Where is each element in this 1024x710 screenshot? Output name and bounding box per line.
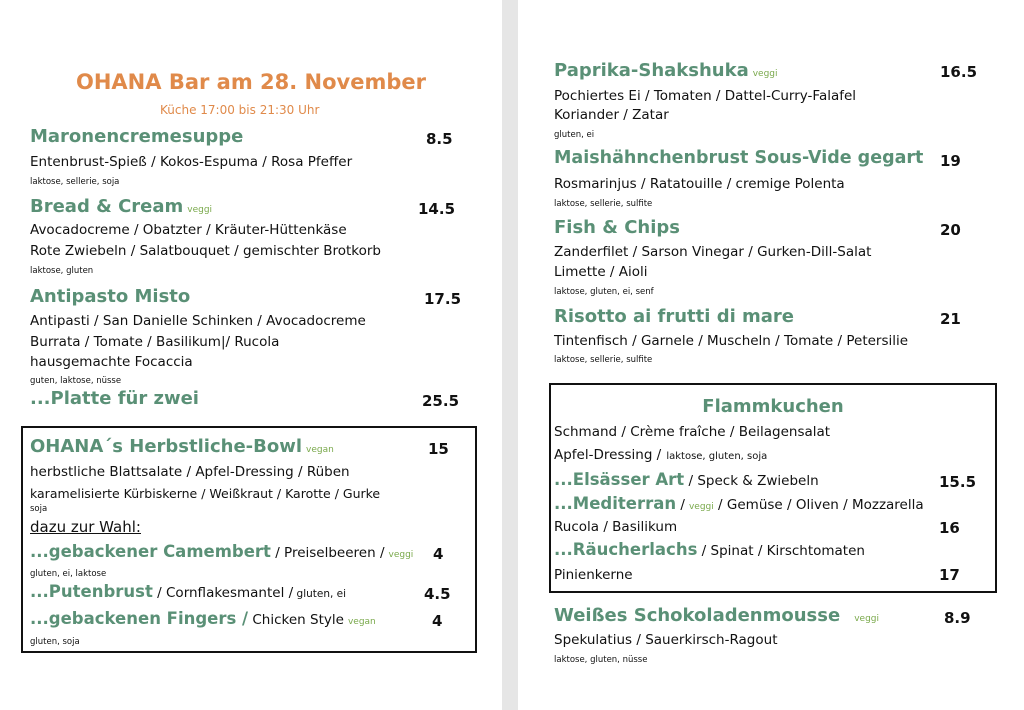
dish-name: Maishähnchenbrust Sous-Vide gegart bbox=[554, 148, 924, 168]
bowl-option bbox=[30, 609, 376, 628]
dish-name: Bread & Cream bbox=[30, 196, 184, 217]
dish-price: 21 bbox=[940, 310, 961, 328]
option-description: / Speck & Zwiebeln bbox=[684, 473, 819, 489]
option-price: 17 bbox=[939, 566, 960, 584]
dish-description: Zanderfilet / Sarson Vinegar / Gurken-Dill-Salat bbox=[554, 244, 872, 260]
dish-name: ...Platte für zwei bbox=[30, 388, 199, 409]
section-description: Schmand / Crème fraîche / Beilagensalat bbox=[554, 424, 831, 440]
diet-tag: vegan bbox=[347, 617, 376, 627]
dish-name: Risotto ai frutti di mare bbox=[554, 306, 795, 327]
flammkuchen-option: ...Mediterran / veggi / Gemüse / Oliven / Mozzarella bbox=[554, 494, 924, 513]
option-description: Pinienkerne bbox=[554, 567, 633, 583]
dish-price: 14.5 bbox=[418, 200, 456, 218]
dish-allergens: laktose, gluten, nüsse bbox=[554, 655, 648, 665]
dish-name: Fish & Chips bbox=[554, 217, 681, 238]
dish-allergens: laktose, sellerie, soja bbox=[30, 177, 120, 187]
option-allergens: gluten, ei bbox=[296, 588, 347, 600]
section-title: Flammkuchen bbox=[702, 396, 844, 417]
section-description: Apfel-Dressing / bbox=[554, 447, 662, 463]
dish-description: Pochiertes Ei / Tomaten / Dattel-Curry-Falafel bbox=[554, 88, 857, 104]
menu-title: OHANA Bar am 28. November bbox=[76, 70, 426, 94]
dish-description: Rosmarinjus / Ratatouille / cremige Polenta bbox=[554, 176, 845, 192]
option-name: ...Räucherlachs bbox=[554, 540, 698, 559]
dish-name: Weißes Schokoladenmousse bbox=[554, 605, 841, 626]
dish-name-with-tag bbox=[554, 60, 778, 81]
option-allergens: gluten, soja bbox=[30, 637, 80, 647]
diet-tag: vegan bbox=[306, 445, 334, 455]
option-allergens: gluten, ei, laktose bbox=[30, 569, 107, 579]
dish-description: Limette / Aioli bbox=[554, 264, 648, 280]
menu-page-left bbox=[0, 0, 502, 710]
option-price: 15.5 bbox=[939, 473, 977, 491]
option-price: 16 bbox=[939, 519, 960, 537]
dish-price: 8.5 bbox=[426, 130, 453, 148]
menu-page-right bbox=[518, 0, 1024, 710]
dish-price: 25.5 bbox=[422, 392, 460, 410]
dish-description: hausgemachte Focaccia bbox=[30, 354, 193, 370]
option-description: Rucola / Basilikum bbox=[554, 519, 678, 535]
dish-name: Antipasto Misto bbox=[30, 286, 191, 307]
section-description-line bbox=[554, 444, 767, 463]
dish-description: Entenbrust-Spieß / Kokos-Espuma / Rosa Pfeffer bbox=[30, 154, 353, 170]
dish-allergens: laktose, sellerie, sulfite bbox=[554, 355, 653, 365]
choice-label: dazu zur Wahl: bbox=[30, 518, 141, 536]
dish-price: 19 bbox=[940, 152, 961, 170]
bowl-option bbox=[30, 542, 413, 561]
dish-price: 17.5 bbox=[424, 290, 462, 308]
dish-description: Tintenfisch / Garnele / Muscheln / Tomate / Petersilie bbox=[554, 333, 909, 349]
dish-price: 8.9 bbox=[944, 609, 971, 627]
diet-tag: veggi bbox=[854, 614, 879, 624]
dish-price: 15 bbox=[428, 440, 449, 458]
option-name: ...Mediterran bbox=[554, 494, 677, 513]
dish-name-with-tag bbox=[30, 196, 212, 217]
dish-name: Maronencremesuppe bbox=[30, 126, 244, 147]
dish-allergens: laktose, sellerie, sulfite bbox=[554, 199, 653, 209]
dish-allergens: laktose, gluten, ei, senf bbox=[554, 287, 654, 297]
diet-tag: veggi bbox=[752, 69, 778, 79]
option-name: ...gebackener Camembert bbox=[30, 542, 271, 561]
diet-tag: veggi bbox=[388, 550, 414, 560]
dish-name: Paprika-Shakshuka bbox=[554, 60, 749, 81]
dish-description: karamelisierte Kürbiskerne / Weißkraut / Karotte / Gurke bbox=[30, 486, 381, 501]
dish-description: Antipasti / San Danielle Schinken / Avocadocreme bbox=[30, 313, 366, 329]
dish-description: herbstliche Blattsalate / Apfel-Dressing / Rüben bbox=[30, 464, 350, 480]
dish-name-with-tag bbox=[554, 605, 879, 626]
dish-name: OHANA´s Herbstliche-Bowl bbox=[30, 436, 303, 457]
option-description: / Preiselbeeren / bbox=[270, 545, 385, 561]
kitchen-hours: Küche 17:00 bis 21:30 Uhr bbox=[160, 103, 320, 117]
dish-price: 20 bbox=[940, 221, 961, 239]
option-price: 4.5 bbox=[424, 585, 451, 603]
diet-tag: veggi bbox=[187, 205, 213, 215]
dish-description: Burrata / Tomate / Basilikum|/ Rucola bbox=[30, 334, 280, 350]
dish-description: Rote Zwiebeln / Salatbouquet / gemischter Brotkorb bbox=[30, 243, 381, 259]
option-description: / Cornflakesmantel / bbox=[152, 585, 294, 601]
diet-tag: veggi bbox=[688, 502, 714, 512]
option-price: 4 bbox=[433, 545, 444, 563]
dish-description: Koriander / Zatar bbox=[554, 107, 669, 123]
option-description: / Gemüse / Oliven / Mozzarella bbox=[713, 497, 924, 513]
option-description: / Spinat / Kirschtomaten bbox=[697, 543, 865, 559]
option-description: Chicken Style bbox=[248, 612, 344, 628]
dish-allergens: gluten, ei bbox=[554, 130, 595, 140]
option-name: ...Elsässer Art bbox=[554, 470, 685, 489]
dish-allergens: soja bbox=[30, 504, 48, 514]
section-allergens: laktose, gluten, soja bbox=[666, 451, 768, 462]
flammkuchen-option bbox=[554, 540, 865, 559]
option-price: 4 bbox=[432, 612, 443, 630]
flammkuchen-option bbox=[554, 470, 819, 489]
dish-description: Avocadocreme / Obatzter / Kräuter-Hüttenkäse bbox=[30, 222, 347, 238]
dish-name-with-tag bbox=[30, 436, 334, 457]
dish-description: Spekulatius / Sauerkirsch-Ragout bbox=[554, 632, 778, 648]
option-name: ...gebackenen Fingers / bbox=[30, 609, 249, 628]
dish-allergens: guten, laktose, nüsse bbox=[30, 376, 122, 386]
bowl-option bbox=[30, 582, 346, 601]
dish-price: 16.5 bbox=[940, 63, 978, 81]
option-name: ...Putenbrust bbox=[30, 582, 153, 601]
dish-allergens: laktose, gluten bbox=[30, 266, 94, 276]
